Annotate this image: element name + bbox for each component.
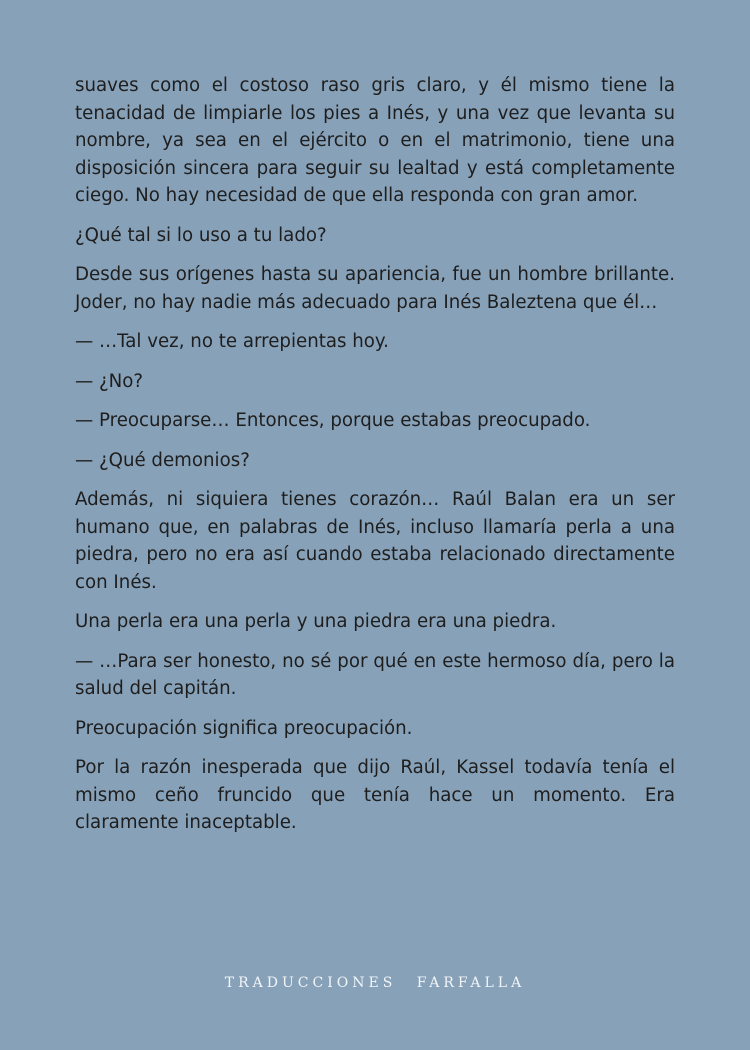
dialogue-line-2: — ¿No? — [75, 370, 144, 392]
paragraph-6: Preocupación significa preocupación. — [75, 717, 413, 739]
paragraph-4: Además, ni siquiera tienes corazón… Raúl Balan era un ser humano que, en palabras de Inés, incluso llamaría perla a una piedra, pero no era así cuando estaba relacionado directamente con Inés. — [75, 489, 675, 593]
page-body — [75, 72, 675, 849]
paragraph-3: Desde sus orígenes hasta su apariencia, fue un hombre brillante. Joder, no hay nadie más adecuado para Inés Baleztena que él… — [75, 264, 675, 313]
paragraph-1: suaves como el costoso raso gris claro, y él mismo tiene la tenacidad de limpiarle los pies a Inés, y una vez que levanta su nombre, ya sea en el ejército o en el matrimonio, tiene una disposición sincera para seguir su lealtad y está completamente ciego. No hay necesidad de que ella responda con gran amor. — [75, 75, 675, 206]
paragraph-5: Una perla era una perla y una piedra era una piedra. — [75, 611, 557, 632]
dialogue-line-3: — Preocuparse… Entonces, porque estabas preocupado. — [75, 410, 591, 431]
footer-credit: TRADUCCIONES FARFALLA — [224, 975, 526, 991]
dialogue-line-5: — …Para ser honesto, no sé por qué en este hermoso día, pero la salud del capitán. — [75, 650, 675, 699]
paragraph-2: ¿Qué tal si lo uso a tu lado? — [75, 224, 327, 246]
dialogue-line-4: — ¿Qué demonios? — [75, 449, 250, 471]
paragraph-7: Por la razón inesperada que dijo Raúl, Kassel todavía tenía el mismo ceño fruncido que tenía hace un momento. Era claramente inaceptable. — [75, 757, 675, 833]
dialogue-line-1: — …Tal vez, no te arrepientas hoy. — [75, 331, 389, 352]
